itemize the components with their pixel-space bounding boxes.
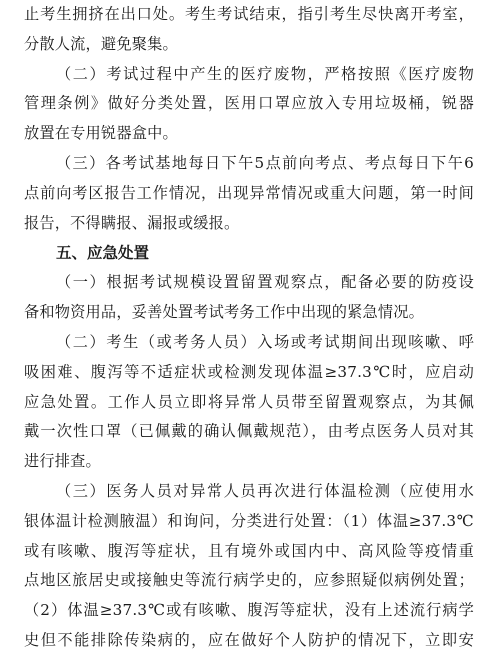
text-line: 应急处置。工作人员立即将异常人员带至留置观察点，为其佩 (24, 392, 474, 411)
text-line: 银体温计检测腋温）和询问，分类进行处置：（1）体温≥37.3℃ (24, 511, 474, 530)
text-line: 或有咳嗽、腹泻等症状，且有境外或国内中、高风险等疫情重 (24, 541, 474, 560)
text-line: （二）考生（或考务人员）入场或考试期间出现咳嗽、呼 (56, 332, 474, 351)
text-line: 点前向考区报告工作情况，出现异常情况或重大问题，第一时间 (24, 183, 474, 202)
text-line: 分散人流，避免聚集。 (24, 34, 178, 53)
text-line: 点地区旅居史或接触史等流行病学史的，应参照疑似病例处置； (24, 571, 474, 590)
text-line: 放置在专用锐器盒中。 (24, 124, 178, 143)
text-line: （二）考试过程中产生的医疗废物，严格按照《医疗废物 (56, 64, 474, 83)
text-line: （一）根据考试规模设置留置观察点，配备必要的防疫设 (56, 273, 474, 292)
text-line: 史但不能排除传染病的，应在做好个人防护的情况下，立即安 (24, 631, 474, 649)
text-line: （三）各考试基地每日下午5点前向考点、考点每日下午6 (56, 154, 474, 172)
text-line: 报告，不得瞒报、漏报或缓报。 (24, 213, 240, 232)
text-line: 吸困难、腹泻等不适症状或检测发现体温≥37.3℃时，应启动 (24, 362, 474, 381)
section-heading: 五、应急处置 (56, 243, 150, 262)
text-line: （2）体温≥37.3℃或有咳嗽、腹泻等症状，没有上述流行病学 (24, 601, 474, 620)
text-line: 戴一次性口罩（已佩戴的确认佩戴规范），由考点医务人员对其 (24, 422, 474, 441)
text-line: （三）医务人员对异常人员再次进行体温检测（应使用水 (56, 482, 474, 500)
text-line: 备和物资用品，妥善处置考试考务工作中出现的紧急情况。 (24, 303, 425, 322)
text-line: 管理条例》做好分类处置，医用口罩应放入专用垃圾桶，锐器 (24, 94, 474, 113)
text-line: 进行排查。 (24, 452, 101, 471)
text-line: 止考生拥挤在出口处。考生考试结束，指引考生尽快离开考室， (24, 5, 474, 23)
